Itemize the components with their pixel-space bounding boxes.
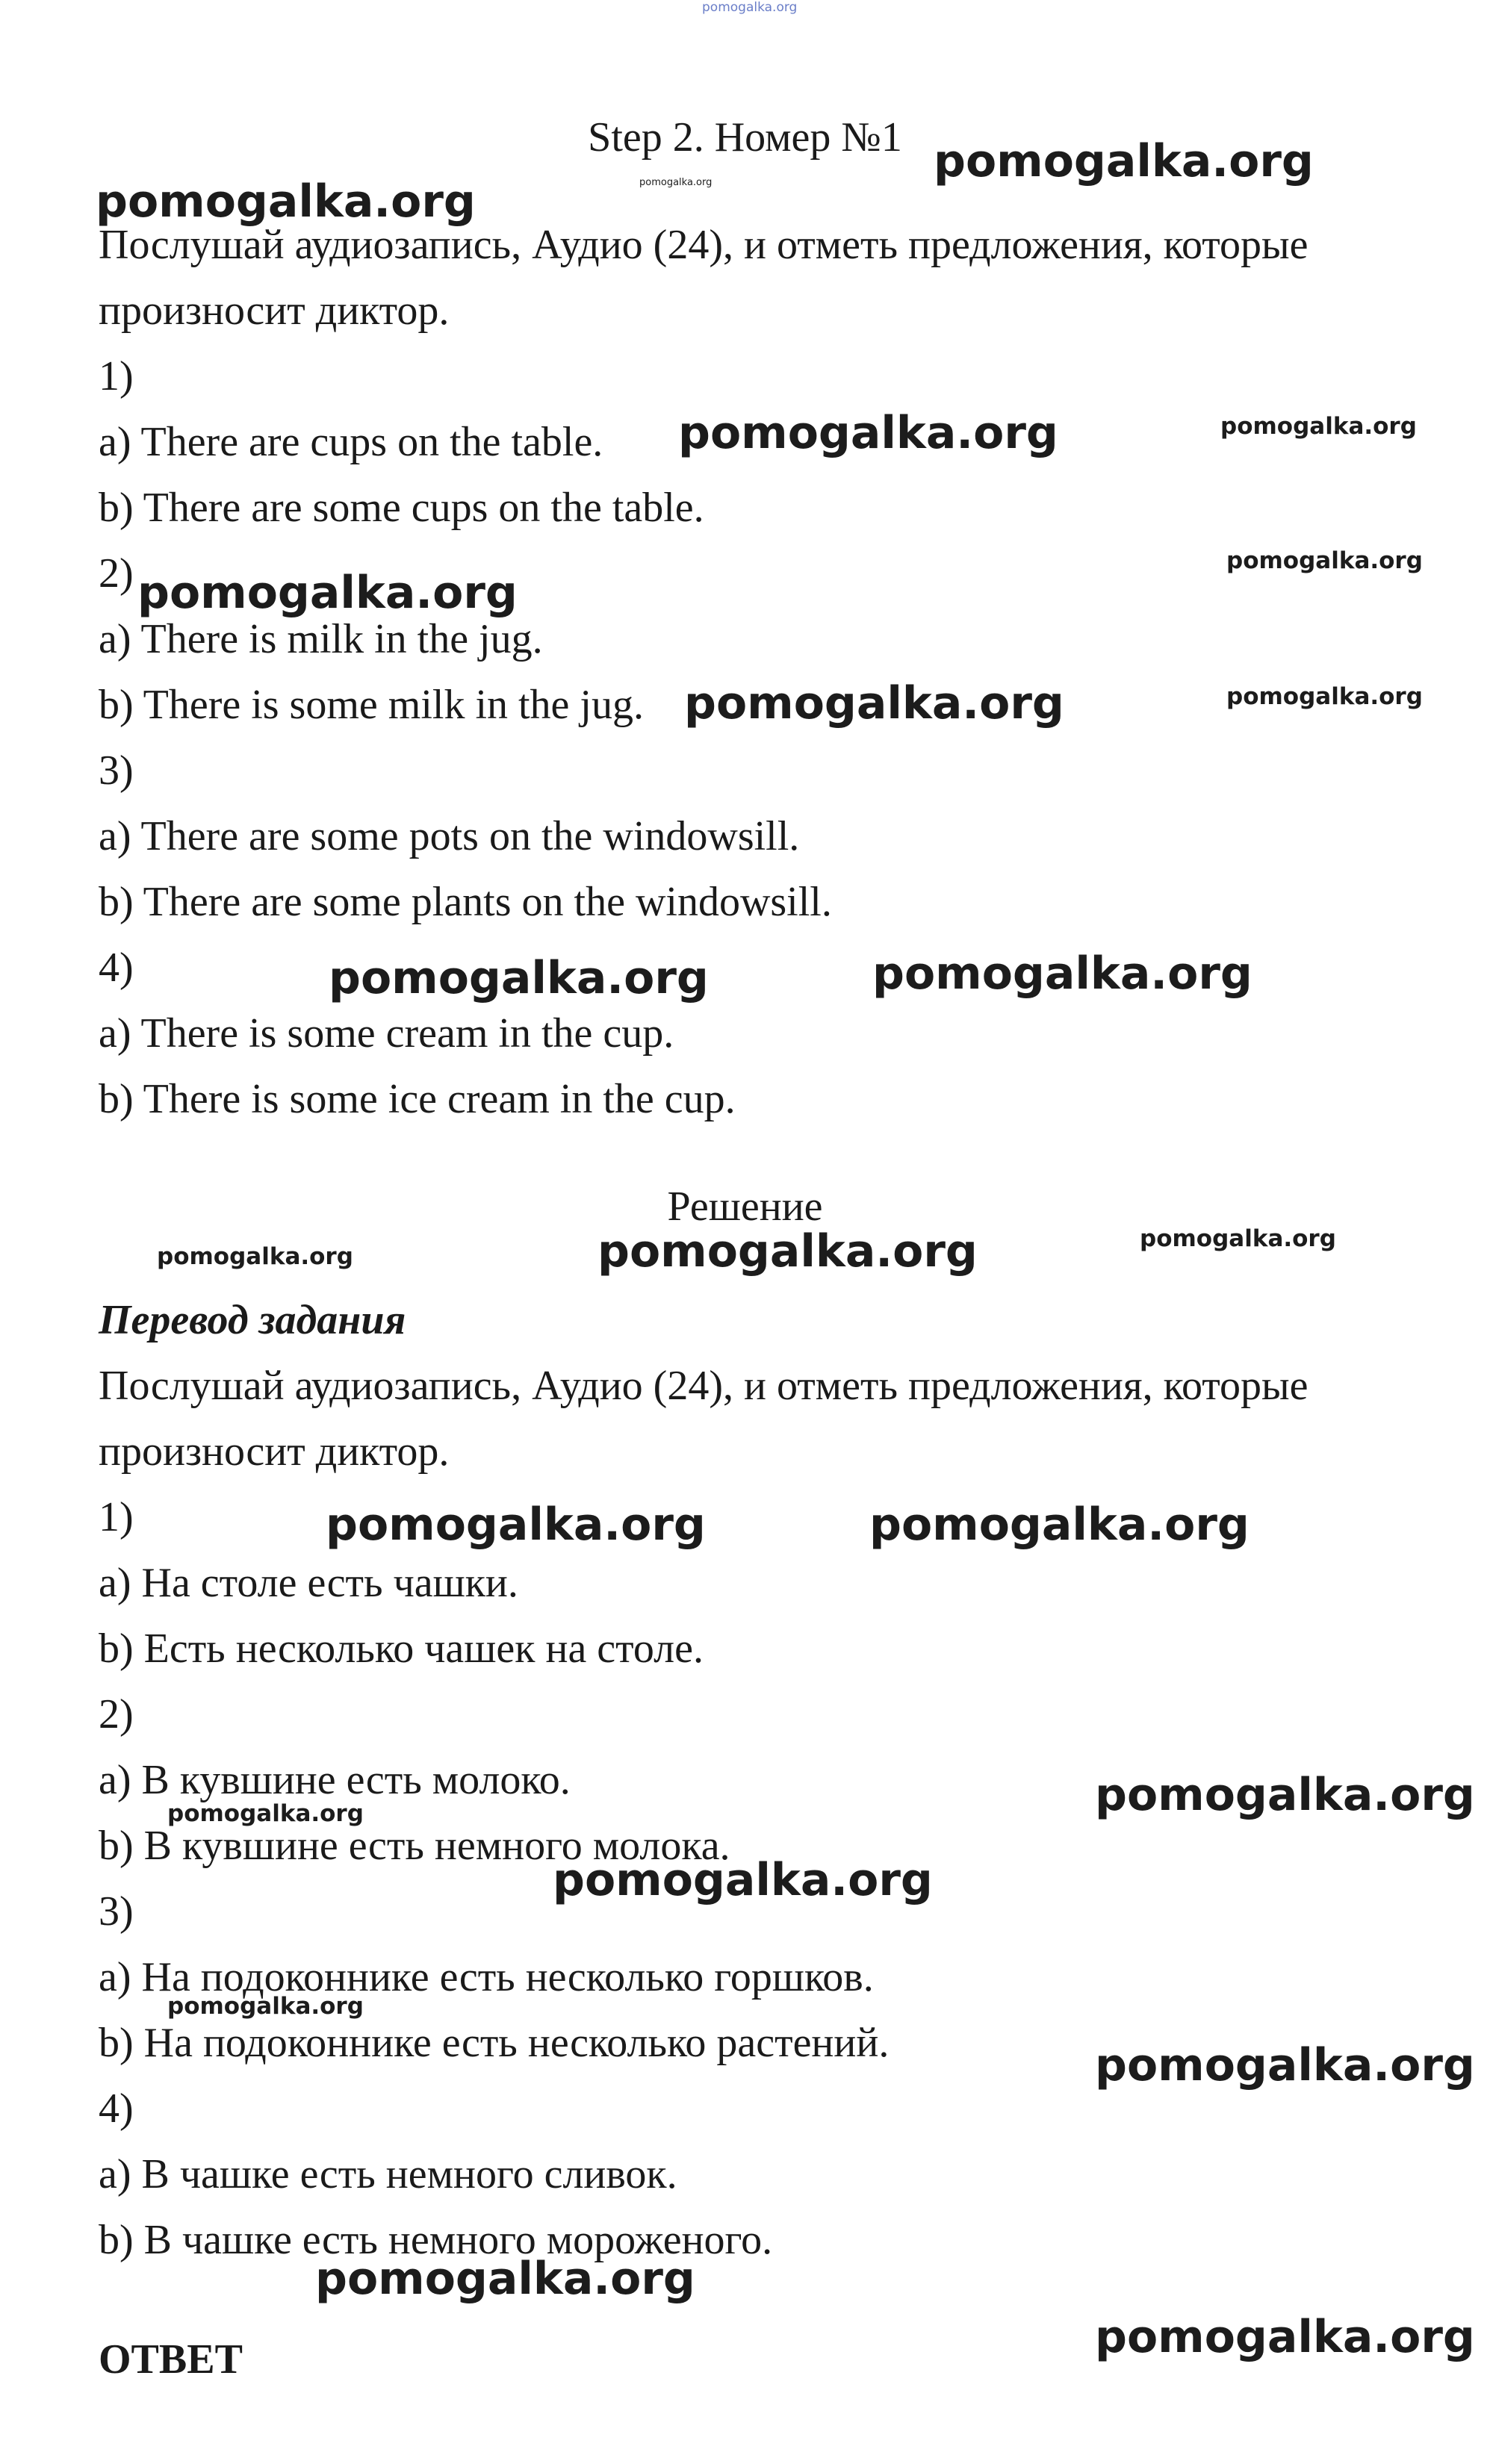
watermark: pomogalka.org: [684, 677, 1064, 729]
task-item-1-option-b: b) There are some cups on the table.: [99, 485, 704, 531]
solution-item-2-option-a: a) В кувшине есть молоко.: [99, 1757, 571, 1803]
watermark: pomogalka.org: [934, 135, 1314, 187]
solution-item-1-option-b: b) Есть несколько чашек на столе.: [99, 1625, 704, 1672]
task-instruction-line2: произносит диктор.: [99, 287, 450, 334]
watermark: pomogalka.org: [157, 1243, 353, 1270]
watermark: pomogalka.org: [639, 177, 713, 188]
watermark: pomogalka.org: [869, 1499, 1250, 1551]
watermark: pomogalka.org: [1095, 2311, 1475, 2363]
watermark: pomogalka.org: [1095, 1769, 1475, 1821]
solution-item-4-number: 4): [99, 2085, 134, 2132]
watermark: pomogalka.org: [96, 175, 476, 228]
task-item-1-number: 1): [99, 353, 134, 399]
task-item-4-option-b: b) There is some ice cream in the cup.: [99, 1076, 736, 1122]
task-item-3-option-a: a) There are some pots on the windowsill.: [99, 813, 800, 859]
task-item-3-option-b: b) There are some plants on the windowsill.: [99, 879, 832, 925]
solution-item-3-option-b: b) На подоконнике есть несколько растений.: [99, 2020, 890, 2066]
watermark: pomogalka.org: [1140, 1225, 1336, 1252]
watermark: pomogalka.org: [597, 1225, 978, 1278]
answer-heading: ОТВЕТ: [99, 2336, 243, 2383]
task-item-2-option-b: b) There is some milk in the jug.: [99, 682, 644, 728]
translation-heading: Перевод задания: [99, 1297, 406, 1343]
watermark: pomogalka.org: [315, 2253, 695, 2305]
solution-item-4-option-a: a) В чашке есть немного сливок.: [99, 2151, 677, 2197]
task-instruction-line1: Послушай аудиозапись, Аудио (24), и отметь предложения, которые: [99, 222, 1309, 268]
watermark: pomogalka.org: [167, 1993, 364, 2020]
watermark: pomogalka.org: [1220, 413, 1417, 440]
watermark: pomogalka.org: [326, 1499, 706, 1551]
task-item-3-number: 3): [99, 747, 134, 794]
solution-item-1-option-a: a) На столе есть чашки.: [99, 1560, 518, 1606]
watermark: pomogalka.org: [553, 1854, 933, 1906]
solution-item-3-number: 3): [99, 1888, 134, 1935]
page-title: Step 2. Номер №1: [588, 114, 902, 161]
watermark: pomogalka.org: [1226, 683, 1423, 710]
task-item-2-option-a: a) There is milk in the jug.: [99, 616, 543, 662]
solution-instruction-line1: Послушай аудиозапись, Аудио (24), и отметь предложения, которые: [99, 1363, 1309, 1409]
watermark: pomogalka.org: [137, 567, 518, 619]
watermark: pomogalka.org: [167, 1800, 364, 1827]
solution-item-2-number: 2): [99, 1691, 134, 1737]
task-item-4-number: 4): [99, 945, 134, 991]
watermark: pomogalka.org: [702, 0, 798, 15]
solution-item-4-option-b: b) В чашке есть немного мороженого.: [99, 2217, 773, 2263]
solution-instruction-line2: произносит диктор.: [99, 1428, 450, 1475]
watermark: pomogalka.org: [329, 952, 709, 1004]
watermark: pomogalka.org: [1226, 547, 1423, 574]
task-item-4-option-a: a) There is some cream in the cup.: [99, 1010, 674, 1057]
task-item-2-number: 2): [99, 550, 134, 597]
watermark: pomogalka.org: [1095, 2039, 1475, 2091]
solution-heading: Решение: [667, 1183, 823, 1230]
task-item-1-option-a: a) There are cups on the table.: [99, 419, 603, 465]
watermark: pomogalka.org: [678, 407, 1058, 459]
solution-item-2-option-b: b) В кувшине есть немного молока.: [99, 1823, 730, 1869]
solution-item-1-number: 1): [99, 1494, 134, 1540]
watermark: pomogalka.org: [872, 948, 1252, 1000]
solution-item-3-option-a: a) На подоконнике есть несколько горшков.: [99, 1954, 874, 2000]
